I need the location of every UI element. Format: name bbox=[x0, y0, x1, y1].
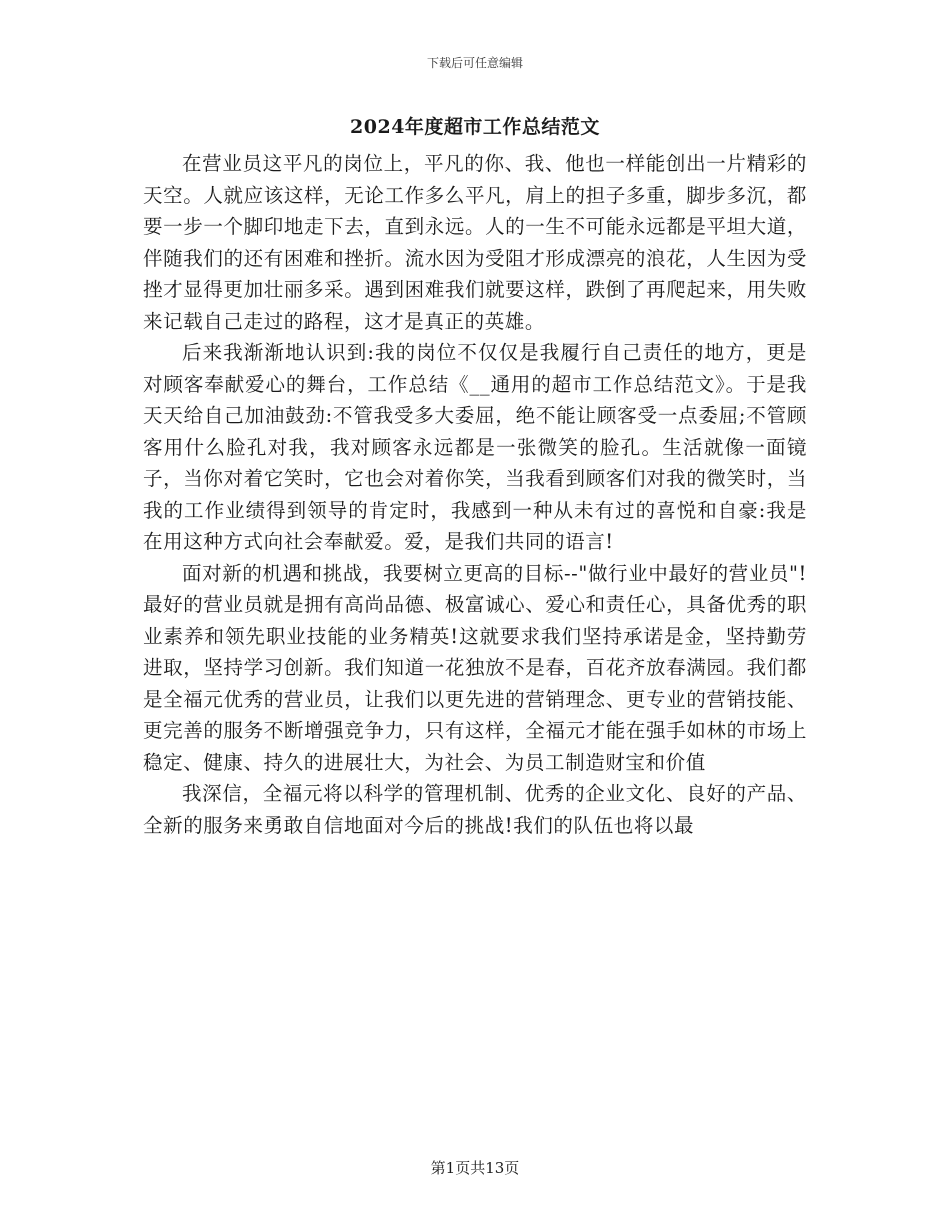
paragraph-4: 我深信，全福元将以科学的管理机制、优秀的企业文化、良好的产品、全新的服务来勇敢自信地面对今后的挑战!我们的队伍也将以最 bbox=[143, 782, 807, 837]
page-number: 第1页共13页 bbox=[430, 1159, 520, 1177]
header-note: 下载后可任意编辑 bbox=[426, 56, 523, 70]
paragraph-3: 面对新的机遇和挑战，我要树立更高的目标--"做行业中最好的营业员"!最好的营业员就是拥有高尚品德、极富诚心、爱心和责任心，具备优秀的职业素养和领先职业技能的业务精英!这就要求我们坚持承诺是金，坚持勤劳进取，坚持学习创新。我们知道一花独放不是春，百花齐放春满园。我们都是全福元优秀的营业员，让我们以更先进的营销理念、更专业的营销技能、更完善的服务不断增强竞争力，只有这样，全福元才能在强手如林的市场上稳定、健康、持久的进展壮大，为社会、为员工制造财宝和价值 bbox=[143, 561, 807, 774]
paragraph-2: 后来我渐渐地认识到:我的岗位不仅仅是我履行自己责任的地方，更是对顾客奉献爱心的舞台，工作总结《__通用的超市工作总结范文》。于是我天天给自己加油鼓劲:不管我受多大委屈，绝不能让顾客受一点委屈;不管顾客用什么脸孔对我，我对顾客永远都是一张微笑的脸孔。生活就像一面镜子，当你对着它笑时，它也会对着你笑，当我看到顾客们对我的微笑时，当我的工作业绩得到领导的肯定时，我感到一种从未有过的喜悦和自豪:我是在用这种方式向社会奉献爱。爱，是我们共同的语言! bbox=[143, 341, 807, 553]
document-body bbox=[143, 148, 807, 841]
paragraph-1: 在营业员这平凡的岗位上，平凡的你、我、他也一样能创出一片精彩的天空。人就应该这样，无论工作多么平凡，肩上的担子多重，脚步多沉，都要一步一个脚印地走下去，直到永远。人的一生不可能永远都是平坦大道，伴随我们的还有困难和挫折。流水因为受阻才形成漂亮的浪花，人生因为受挫才显得更加壮丽多采。遇到困难我们就要这样，跌倒了再爬起来，用失败来记载自己走过的路程，这才是真正的英雄。 bbox=[143, 152, 807, 333]
document-title: 2024年度超市工作总结范文 bbox=[350, 116, 600, 138]
